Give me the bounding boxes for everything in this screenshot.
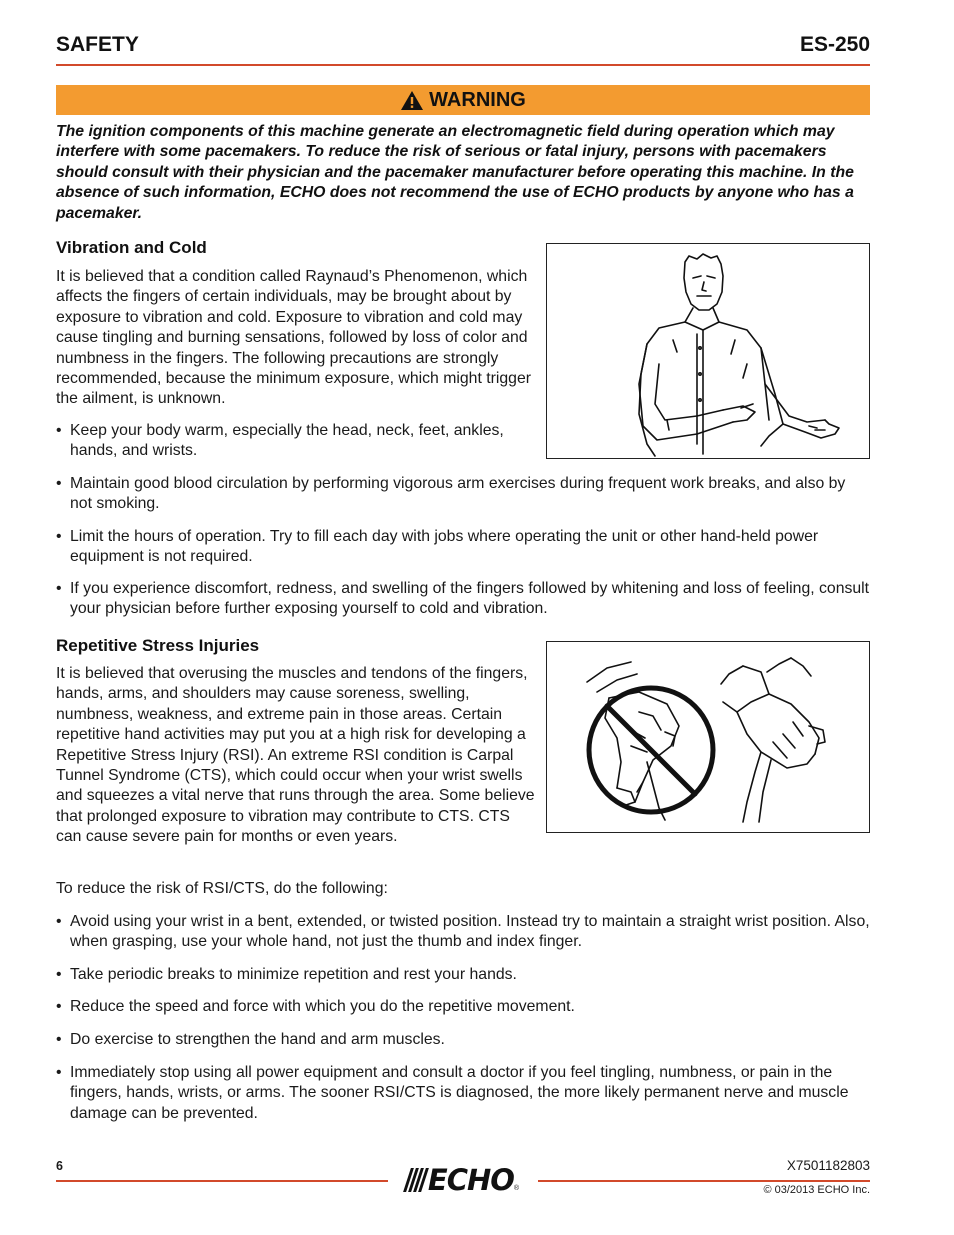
document-number: X7501182803: [786, 1158, 870, 1173]
vibration-bullet: • Limit the hours of operation. Try to fill each day with jobs where operating the unit or other hand-held power equipment is not required.: [56, 528, 819, 566]
copyright: © 03/2013 ECHO Inc.: [763, 1184, 870, 1196]
vibration-bullet: • If you experience discomfort, redness, and swelling of the fingers followed by whitening and loss of feeling, consult your physician before further exposing yourself to cold and vibration.: [56, 580, 870, 618]
rsi-bullet: • Do exercise to strengthen the hand and arm muscles.: [56, 1031, 445, 1048]
vibration-bullet: • Maintain good blood circulation by performing vigorous arm exercises during frequent work breaks, and also by not smoking.: [56, 475, 846, 513]
rsi-bullet: • Take periodic breaks to minimize repetition and rest your hands.: [56, 966, 517, 983]
rsi-bullet: • Immediately stop using all power equipment and consult a doctor if you feel tingling, numbness, or pain in the fingers, hands, wrists, or arms. The sooner RSI/CTS is diagnosed, the more likely permanent nerve and muscle damage can be prevented.: [56, 1064, 849, 1122]
wrist-position-illustration: [546, 641, 870, 833]
rsi-lead: To reduce the risk of RSI/CTS, do the following:: [56, 880, 388, 897]
warning-banner: [56, 85, 870, 115]
vibration-heading: Vibration and Cold: [56, 238, 207, 257]
rsi-bullet: • Reduce the speed and force with which you do the repetitive movement.: [56, 998, 575, 1015]
header-rule: [56, 64, 870, 66]
logo-registered-mark: ®: [513, 1185, 520, 1192]
logo-wordmark: ECHO: [427, 1163, 514, 1197]
logo-stripes: [407, 1168, 425, 1192]
straight-wrist-icon: [721, 658, 825, 822]
warning-text: The ignition components of this machine generate an electromagnetic field during operation which may interfere with some pacemakers. To reduce the risk of serious or fatal injury, persons with pacemakers should consult with their physician and the pacemaker manufacturer before operating this machine. In the absence of such information, ECHO does not recommend the use of ECHO products by anyone who has a pacemaker.: [56, 123, 854, 222]
rsi-intro: It is believed that overusing the muscles and tendons of the fingers, hands, arms, and shoulders may cause soreness, swelling, numbness, weakness, and extreme pain in those areas. Certain repetitive hand activities may put you at a high risk for developing a Repetitive Stress Injury (RSI). An extreme RSI condition is Carpal Tunnel Syndrome (CTS), which could occur when your wrist swells and squeezes a vital nerve that runs through the area. Some believe that prolonged exposure to vibration may contribute to CTS. CTS can cause severe pain for months or even years.: [56, 665, 535, 846]
page-number: 6: [56, 1159, 63, 1173]
section-title: SAFETY: [56, 33, 139, 56]
rsi-heading: Repetitive Stress Injuries: [56, 636, 260, 655]
vibration-bullet: • Keep your body warm, especially the head, neck, feet, ankles, hands, and wrists.: [56, 422, 504, 460]
prohibited-icon: [589, 688, 713, 812]
bent-wrist-icon: [587, 662, 679, 820]
rsi-bullet: • Avoid using your wrist in a bent, extended, or twisted position. Instead try to maintain a straight wrist position. Also, when grasping, use your whole hand, not just the thumb and index finger.: [56, 913, 870, 951]
vibration-intro: It is believed that a condition called Raynaud’s Phenomenon, which affects the fingers of certain individuals, may be brought about by exposure to vibration and cold. Exposure to vibration and cold may cause tingling and burning sensations, followed by loss of color and numbness in the fingers. The following precautions are strongly recommended, because the minimum exposure, which might trigger the ailment, is unknown.: [56, 268, 532, 408]
warning-triangle-icon: [400, 90, 424, 111]
cold-hands-illustration: [546, 243, 870, 459]
echo-logo: [388, 1164, 538, 1196]
model-number: ES-250: [799, 33, 870, 56]
warning-label: WARNING: [429, 88, 526, 111]
